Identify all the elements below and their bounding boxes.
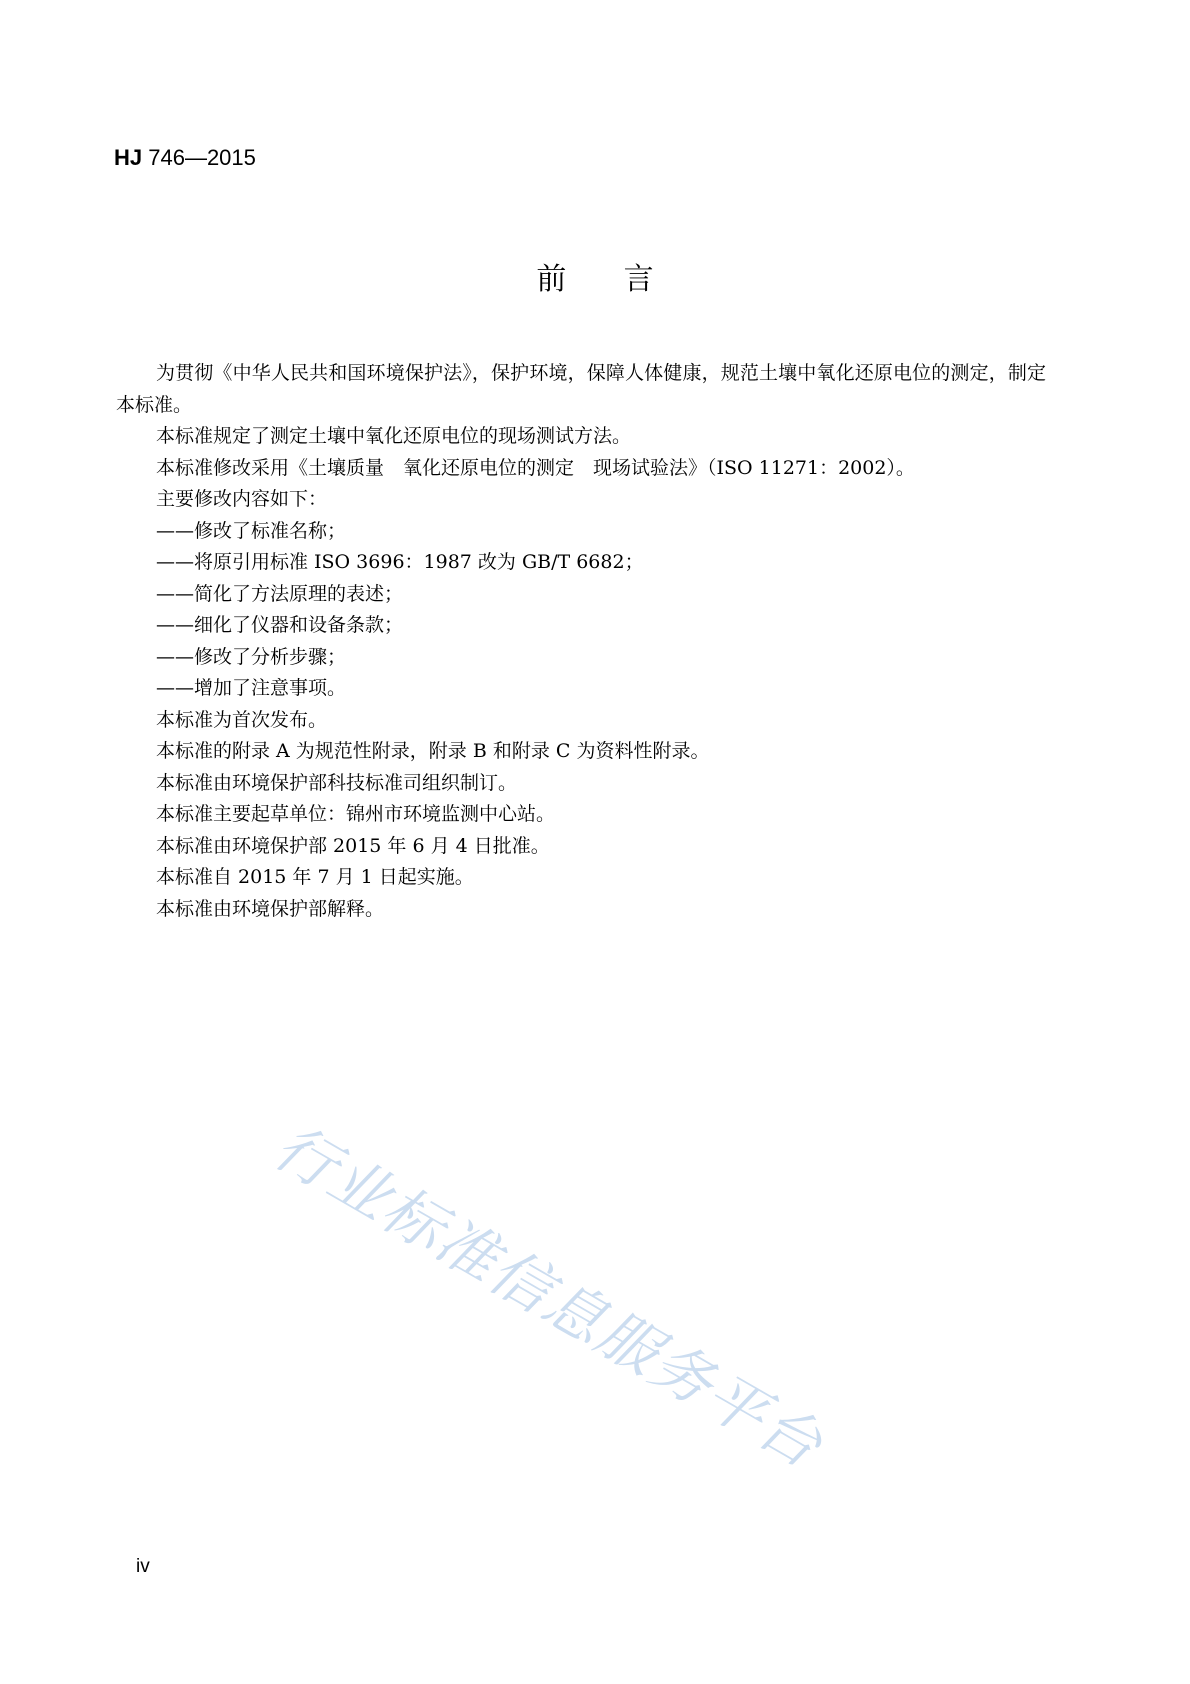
standard-code-number: 746—2015: [142, 145, 256, 170]
watermark: 行业标准信息服务平台: [262, 1111, 835, 1483]
list-item: ——增加了注意事项。: [156, 677, 347, 699]
paragraph: 本标准由环境保护部科技标准司组织制订。: [156, 771, 518, 794]
paragraph: 本标准为首次发布。: [156, 708, 328, 731]
paragraph: 本标准自 2015 年 7 月 1 日起实施。: [156, 866, 474, 888]
list-item: ——细化了仪器和设备条款；: [156, 614, 404, 636]
paragraph: 本标准修改采用《土壤质量 氧化还原电位的测定 现场试验法》（ISO 11271：2002）。: [156, 456, 915, 479]
paragraph: 本标准由环境保护部解释。: [156, 897, 385, 920]
list-item: ——简化了方法原理的表述；: [156, 582, 404, 605]
standard-code-prefix: HJ: [114, 145, 143, 170]
list-item: ——修改了标准名称；: [156, 519, 347, 542]
list-item: ——将原引用标准 ISO 3696：1987 改为 GB/T 6682；: [156, 551, 644, 573]
page-number: iv: [136, 1556, 150, 1577]
paragraph: 为贯彻《中华人民共和国环境保护法》，保护环境，保障人体健康，规范土壤中氧化还原电位的测定，制定本标准。: [116, 362, 1046, 416]
paragraph: 本标准的附录 A 为规范性附录，附录 B 和附录 C 为资料性附录。: [156, 740, 710, 762]
paragraph: 本标准由环境保护部 2015 年 6 月 4 日批准。: [156, 834, 550, 857]
paragraph: 主要修改内容如下：: [156, 488, 328, 510]
foreword-body: [116, 358, 1046, 925]
paragraph: 本标准主要起草单位：锦州市环境监测中心站。: [156, 803, 556, 825]
page-title: 前 言: [536, 262, 654, 297]
list-item: ——修改了分析步骤；: [156, 645, 347, 668]
paragraph: 本标准规定了测定土壤中氧化还原电位的现场测试方法。: [156, 425, 632, 447]
standard-code: [114, 144, 256, 172]
